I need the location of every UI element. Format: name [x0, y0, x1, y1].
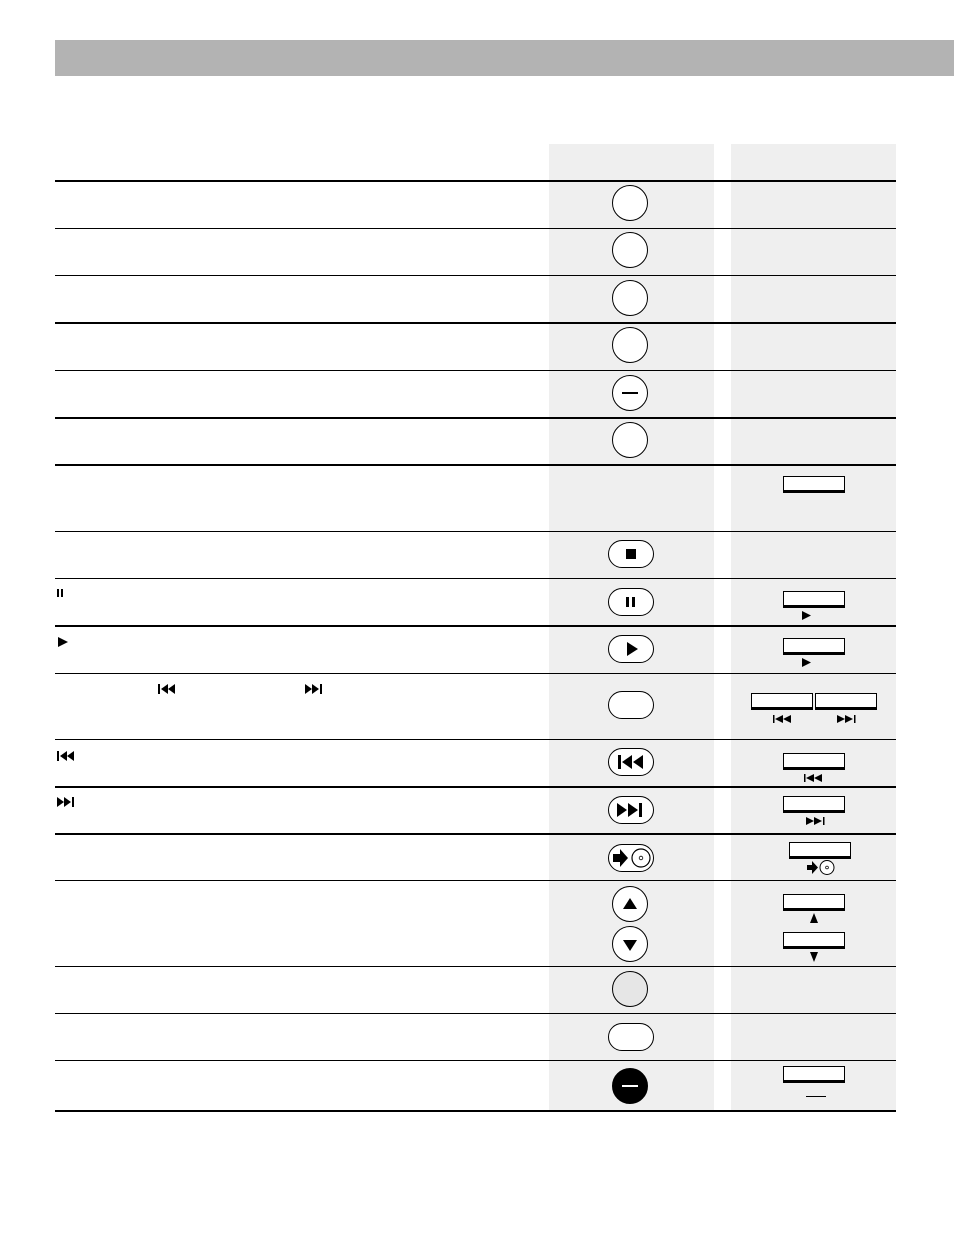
previous-track-icon — [804, 774, 823, 782]
circle-button-icon — [612, 327, 648, 363]
minus-circle-icon — [612, 375, 648, 411]
minus-icon — [806, 1096, 826, 1097]
row-divider — [55, 275, 896, 276]
panel-button-icon — [783, 932, 845, 949]
previous-track-icon — [608, 748, 654, 776]
play-icon — [57, 636, 69, 648]
next-track-icon — [837, 715, 856, 723]
row-divider — [55, 739, 896, 740]
up-arrow-icon — [810, 913, 818, 923]
row-divider — [55, 1060, 896, 1061]
play-icon — [801, 658, 811, 667]
panel-button-icon — [783, 591, 845, 608]
up-arrow-icon — [612, 886, 648, 922]
row-divider — [55, 673, 896, 674]
panel-button-icon — [783, 753, 845, 770]
row-divider — [55, 1013, 896, 1014]
disc-select-icon — [806, 859, 836, 876]
next-track-icon — [305, 684, 323, 694]
table-bottom-rule — [55, 1110, 896, 1112]
section-header-bar — [55, 40, 954, 76]
circle-button-icon — [612, 185, 648, 221]
next-track-icon — [806, 817, 825, 825]
row-divider — [55, 880, 896, 881]
grey-circle-icon — [612, 971, 648, 1007]
pill-button-icon — [608, 1023, 654, 1051]
previous-track-icon — [158, 684, 176, 694]
row-divider — [55, 578, 896, 579]
pill-button-icon — [608, 691, 654, 719]
panel-button-icon — [783, 1066, 845, 1083]
circle-button-icon — [612, 280, 648, 316]
previous-track-icon — [57, 751, 75, 761]
disc-select-icon — [608, 844, 654, 872]
previous-track-icon — [773, 715, 792, 723]
black-minus-circle-icon — [612, 1068, 648, 1104]
row-divider — [55, 370, 896, 371]
panel-button-icon — [783, 476, 845, 493]
down-arrow-icon — [810, 952, 818, 962]
row-divider — [55, 322, 896, 324]
panel-button-icon — [751, 693, 813, 710]
play-icon — [608, 635, 654, 663]
row-divider — [55, 625, 896, 627]
panel-button-icon — [783, 894, 845, 911]
play-icon — [801, 611, 811, 620]
circle-button-icon — [612, 232, 648, 268]
row-divider — [55, 531, 896, 532]
panel-button-icon — [783, 796, 845, 813]
row-divider — [55, 228, 896, 229]
panel-button-icon — [783, 638, 845, 655]
next-track-icon — [608, 796, 654, 824]
down-arrow-icon — [612, 926, 648, 962]
circle-button-icon — [612, 422, 648, 458]
row-divider — [55, 833, 896, 835]
pause-icon — [608, 588, 654, 616]
row-divider — [55, 966, 896, 967]
row-divider — [55, 417, 896, 419]
row-divider — [55, 786, 896, 788]
next-track-icon — [57, 797, 75, 807]
panel-button-icon — [789, 842, 851, 859]
row-divider — [55, 464, 896, 466]
panel-button-icon — [815, 693, 877, 710]
table-top-rule — [55, 180, 896, 182]
stop-icon — [608, 540, 654, 568]
